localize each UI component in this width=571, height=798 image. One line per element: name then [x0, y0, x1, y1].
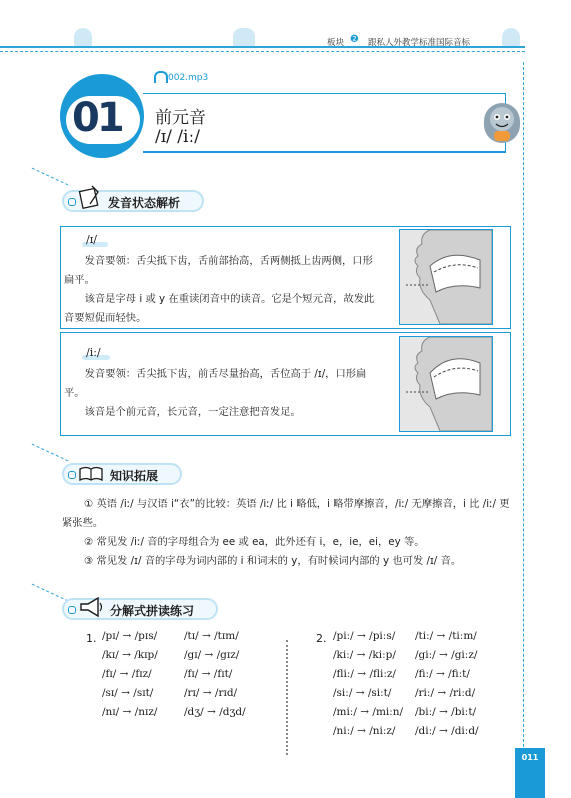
drill-item: /nɪ/ → /nɪz/ — [102, 706, 158, 718]
decor-bubble — [74, 28, 92, 46]
phoneme-label: /ɪ/ — [86, 233, 97, 246]
drill-item: /fiː/ → /fiːt/ — [415, 668, 470, 680]
knowledge-item-2: ② 常见发 /iː/ 音的字母组合为 ee 或 ea，此外还有 i，e，ie，ei，ey 等。 — [84, 536, 425, 548]
page-number: 011 — [521, 753, 539, 762]
drill-item: /kɪ/ → /kɪp/ — [102, 649, 158, 661]
usage-text: 该音是个前元音，长元音，一定注意把音发足。 — [84, 406, 301, 418]
drill-item: /biː/ → /biːt/ — [415, 706, 477, 718]
section-number: ❷ — [350, 34, 359, 45]
drill-group-number: 1. — [86, 632, 97, 645]
drill-item: /niː/ → /niːz/ — [333, 725, 396, 737]
audio-file-label[interactable]: 002.mp3 — [168, 73, 209, 83]
articulation-text: 发音要领：舌尖抵下齿，舌前部抬高，舌两侧抵上齿两侧，口形扁平。 — [64, 255, 373, 286]
decor-dash — [32, 584, 69, 602]
drill-item: /sɪ/ → /sɪt/ — [102, 687, 154, 699]
drill-item: /pɪ/ → /pɪs/ — [102, 630, 158, 642]
knowledge-item-3: ③ 常见发 /ɪ/ 音的字母为词内部的 i 和词末的 y，有时候词内部的 y 也可发 /ɪ/ 音。 — [84, 555, 462, 567]
open-book-icon — [78, 465, 104, 483]
drill-item: /fɪ/ → /fɪt/ — [184, 668, 233, 680]
drill-group-1-col-1 — [102, 630, 158, 725]
mouth-diagram-short-i — [399, 229, 493, 325]
decor-dash — [32, 168, 69, 186]
page-number-tab — [515, 748, 545, 798]
drill-item: /gɪ/ → /gɪz/ — [184, 649, 240, 661]
header-dash-rule — [0, 51, 525, 52]
megaphone-icon — [78, 595, 104, 619]
usage-text: 该音是字母 i 或 y 在重读闭音中的读音。它是个短元音，故发此音要短促而轻快。 — [64, 293, 375, 324]
drill-item: /tɪ/ → /tɪm/ — [184, 630, 239, 642]
drill-item: /diː/ → /diːd/ — [415, 725, 479, 737]
drill-item: /rɪ/ → /rɪd/ — [184, 687, 238, 699]
drill-item: /giː/ → /giːz/ — [415, 649, 478, 661]
drill-group-1-col-2 — [184, 630, 246, 725]
mascot-icon — [484, 103, 520, 143]
lesson-number: 01 — [72, 95, 122, 141]
drill-item: /piː/ → /piːs/ — [333, 630, 396, 642]
book-title: 跟私人外教学标准国际音标 — [368, 38, 471, 48]
drill-group-number: 2. — [316, 632, 327, 645]
drill-item: /siː/ → /siːt/ — [333, 687, 392, 699]
pill-dot — [68, 471, 76, 479]
decor-dash — [32, 444, 69, 462]
lesson-symbols: /ɪ/ /iː/ — [155, 127, 200, 147]
drill-item: /dʒ/ → /dʒd/ — [184, 706, 246, 718]
section-title-knowledge: 知识拓展 — [110, 469, 159, 483]
articulation-text: 发音要领：舌尖抵下齿，前舌尽量抬高，舌位高于 /ɪ/，口形扁平。 — [64, 368, 367, 399]
section-label: 板块 — [327, 38, 345, 48]
headphones-icon — [154, 71, 168, 83]
column-divider — [286, 640, 288, 755]
pill-dot — [68, 198, 76, 206]
pencil-note-icon — [78, 184, 102, 210]
lesson-title: 前元音 — [155, 108, 206, 128]
drill-item: /fliː/ → /fliːz/ — [333, 668, 396, 680]
mascot-illustration — [484, 103, 520, 143]
pill-dot — [68, 606, 76, 614]
section-title-analysis: 发音状态解析 — [108, 196, 181, 210]
section-title-drills: 分解式拼读练习 — [110, 604, 195, 618]
decor-bubble — [233, 28, 255, 46]
mouth-profile-icon — [400, 337, 492, 431]
drill-item: /miː/ → /miːn/ — [333, 706, 404, 718]
drill-item: /fɪ/ → /fɪz/ — [102, 668, 152, 680]
right-border — [523, 62, 524, 752]
mouth-diagram-long-i — [399, 336, 493, 432]
drill-item: /kiː/ → /kiːp/ — [333, 649, 396, 661]
decor-bubble — [502, 28, 520, 46]
mouth-profile-icon — [400, 230, 492, 324]
knowledge-item-1: ① 英语 /iː/ 与汉语 i“衣”的比较：英语 /iː/ 比 i 略低，i 略带摩擦音，/iː/ 无摩擦音，i 比 /iː/ 更紧张些。 — [62, 498, 510, 529]
phoneme-label: /iː/ — [86, 346, 101, 359]
drill-item: /riː/ → /riːd/ — [415, 687, 476, 699]
drill-group-2-col-1 — [333, 630, 403, 744]
drill-item: /tiː/ → /tiːm/ — [415, 630, 477, 642]
drill-group-2-col-2 — [415, 630, 479, 744]
